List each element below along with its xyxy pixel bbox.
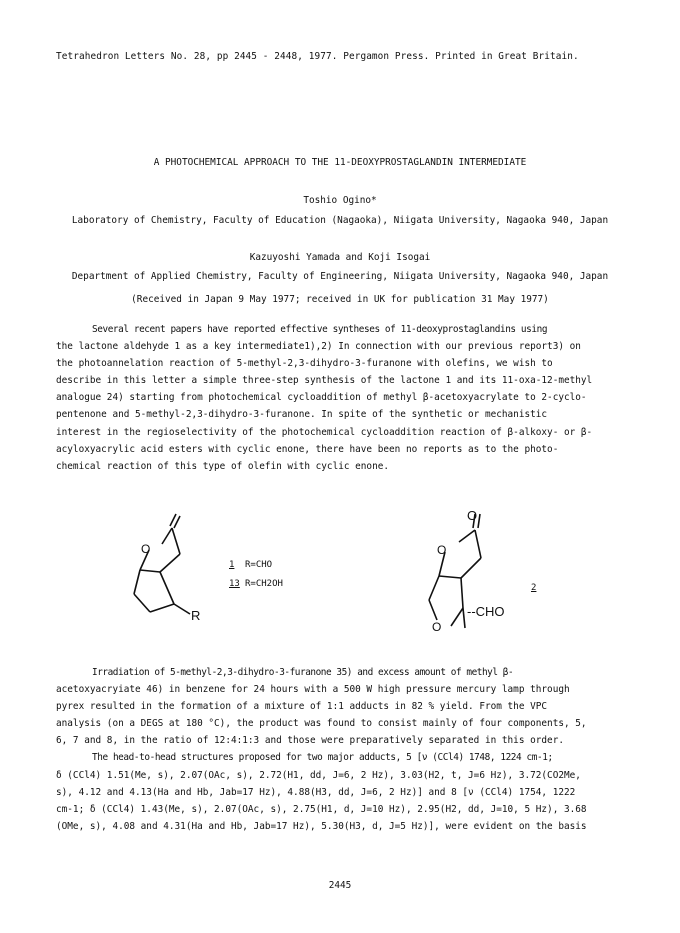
oxygen-atom-label: O <box>467 508 478 523</box>
paragraph-introduction <box>56 321 626 475</box>
oxygen-atom-label: O <box>437 543 447 557</box>
compound-1-substituent: R=CHO <box>245 560 273 570</box>
paragraph-irradiation <box>56 664 626 835</box>
affiliation-secondary: Department of Applied Chemistry, Faculty of Engineering, Niigata University, Nagaoka 940, Japan <box>71 271 609 282</box>
oxygen-atom-label: O <box>141 542 151 556</box>
aldehyde-group-label: --CHO <box>467 604 505 619</box>
text-line: the photoannelation reaction of 5-methyl-2,3-dihydro-3-furanone with olefins, we wish to <box>56 358 553 370</box>
compound-number-2: 2 <box>531 583 537 593</box>
text-line: δ (CCl4) 1.51(Me, s), 2.07(OAc, s), 2.72(H1, dd, J=6, 2 Hz), 3.03(H2, t, J=6 Hz), 3.72(CO2Me, <box>56 769 581 781</box>
structure-lactone-1 <box>120 510 240 635</box>
affiliation-primary: Laboratory of Chemistry, Faculty of Education (Nagaoka), Niigata University, Nagaoka 940, Japan <box>71 215 609 226</box>
text-line: The head-to-head structures proposed for two major adducts, 5 [ν (CCl4) 1748, 1224 cm-1; <box>92 752 553 764</box>
author-primary: Toshio Ogino* <box>303 195 377 206</box>
compound-number-1: 1 <box>229 560 235 570</box>
text-line: the lactone aldehyde 1 as a key intermediate1),2) In connection with our previous report3) on <box>56 341 581 353</box>
text-line: cm-1; δ (CCl4) 1.43(Me, s), 2.07(OAc, s), 2.75(H1, d, J=10 Hz), 2.95(H2, dd, J=10, 5 Hz), 3.68 <box>56 803 587 815</box>
text-line: pyrex resulted in the formation of a mixture of 1:1 adducts in 82 % yield. From the VPC <box>56 701 548 713</box>
article-title: A PHOTOCHEMICAL APPROACH TO THE 11-DEOXYPROSTAGLANDIN INTERMEDIATE <box>153 157 527 168</box>
oxygen-atom-label: O <box>432 620 442 634</box>
r-group-label: R <box>191 608 201 623</box>
text-line: describe in this letter a simple three-step synthesis of the lactone 1 and its 11-oxa-12-methyl <box>56 375 593 387</box>
text-line: analysis (on a DEGS at 180 °C), the product was found to consist mainly of four components, 5, <box>56 718 587 730</box>
text-line: acetoxyacryiate 46) in benzene for 24 hours with a 500 W high pressure mercury lamp through <box>56 684 570 696</box>
compound-number-13: 13 <box>229 579 240 589</box>
text-line: Irradiation of 5-methyl-2,3-dihydro-3-furanone 35) and excess amount of methyl β- <box>92 667 514 678</box>
text-line: Several recent papers have reported effective syntheses of 11-deoxyprostaglandins using <box>92 324 548 335</box>
text-line: pentenone and 5-methyl-2,3-dihydro-3-furanone. In spite of the synthetic or mechanistic <box>56 409 548 421</box>
text-line: acyloxyacrylic acid esters with cyclic enone, there have been no reports as to the photo- <box>56 443 559 455</box>
page-number: 2445 <box>328 880 352 891</box>
text-line: (OMe, s), 4.08 and 4.31(Ha and Hb, Jab=17 Hz), 5.30(H3, d, J=5 Hz)], were evident on the basis <box>56 820 587 832</box>
text-line: analogue 24) starting from photochemical cycloaddition of methyl β-acetoxyacrylate to 2-cyclo- <box>56 392 587 404</box>
compound-13-substituent: R=CH2OH <box>245 579 283 589</box>
journal-header: Tetrahedron Letters No. 28, pp 2445 - 2448, 1977. Pergamon Press. Printed in Great Britain. <box>56 51 579 62</box>
text-line: 6, 7 and 8, in the ratio of 12:4:1:3 and those were preparatively separated in this order. <box>56 735 564 747</box>
text-line: s), 4.12 and 4.13(Ha and Hb, Jab=17 Hz), 4.88(H3, dd, J=6, 2 Hz)] and 8 [ν (CCl4) 1754, 1222 <box>56 786 576 798</box>
received-dates: (Received in Japan 9 May 1977; received in UK for publication 31 May 1977) <box>131 294 549 305</box>
authors-secondary: Kazuyoshi Yamada and Koji Isogai <box>249 252 431 263</box>
text-line: interest in the regioselectivity of the photochemical cycloaddition reaction of β-alkoxy- or β- <box>56 426 593 438</box>
text-line: chemical reaction of this type of olefin with cyclic enone. <box>56 460 390 472</box>
